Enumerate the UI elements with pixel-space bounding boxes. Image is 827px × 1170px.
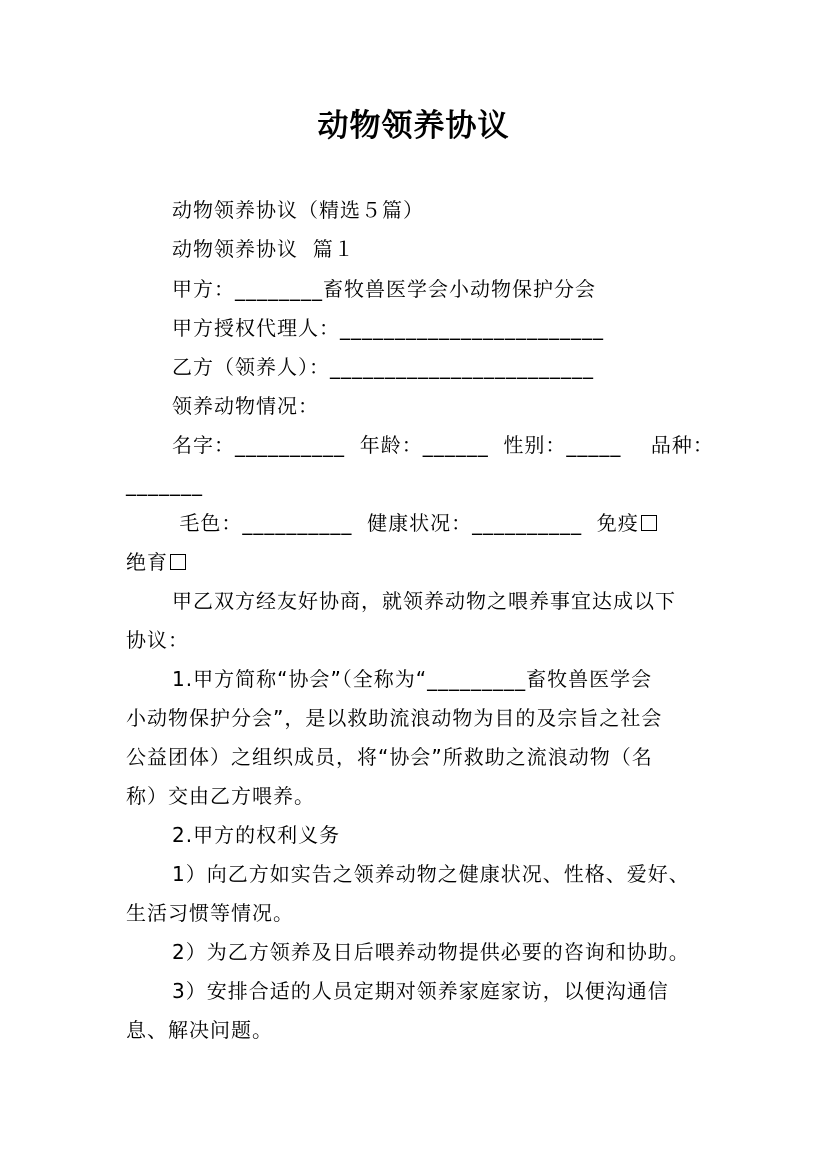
- clause-2-item-2: 2）为乙方领养及日后喂养动物提供必要的咨询和协助。: [172, 940, 690, 964]
- document-title: 动物领养协议: [317, 108, 510, 144]
- animal-fields-line-2-text: 毛色：__________ 健康状况：__________ 免疫: [172, 511, 639, 535]
- immunization-checkbox[interactable]: [641, 515, 657, 531]
- clause-1-line-1: 1.甲方简称“协会”（全称为“_________畜牧兽医学会: [172, 667, 653, 691]
- clause-1-line-4: 称）交由乙方喂养。: [126, 784, 315, 808]
- clause-1-line-3: 公益团体）之组织成员，将“协会”所救助之流浪动物（名: [126, 745, 653, 769]
- intro-paragraph-line-1: 甲乙双方经友好协商，就领养动物之喂养事宜达成以下: [172, 589, 676, 613]
- clause-2-item-3-line-1: 3）安排合适的人员定期对领养家庭家访，以便沟通信: [172, 979, 669, 1003]
- clause-2-item-1-line-1: 1）向乙方如实告之领养动物之健康状况、性格、爱好、: [172, 862, 690, 886]
- section-heading: 动物领养协议 篇１: [172, 237, 355, 261]
- animal-fields-line-2-continued: [126, 550, 186, 574]
- clause-1-line-2: 小动物保护分会”，是以救助流浪动物为目的及宗旨之社会: [126, 706, 663, 730]
- clause-2-item-1-line-2: 生活习惯等情况。: [126, 901, 294, 925]
- animal-fields-line-2: [172, 511, 657, 535]
- sterilization-label: 绝育: [126, 550, 168, 574]
- party-b-line: 乙方（领养人）：________________________: [172, 355, 594, 379]
- clause-2-heading: 2.甲方的权利义务: [172, 823, 341, 847]
- clause-2-item-3-line-2: 息、解决问题。: [126, 1018, 273, 1042]
- intro-paragraph-line-2: 协议：: [126, 628, 189, 652]
- party-a-agent-line: 甲方授权代理人：________________________: [172, 316, 604, 340]
- animal-fields-line: 名字：__________ 年龄：______ 性别：_____ 品种：: [172, 433, 714, 457]
- document-subtitle: 动物领养协议（精选５篇）: [172, 198, 424, 222]
- animal-fields-line-continued: _______: [126, 472, 203, 496]
- animal-info-heading: 领养动物情况：: [172, 394, 319, 418]
- party-a-line: 甲方：________畜牧兽医学会小动物保护分会: [172, 277, 596, 301]
- sterilization-checkbox[interactable]: [170, 554, 186, 570]
